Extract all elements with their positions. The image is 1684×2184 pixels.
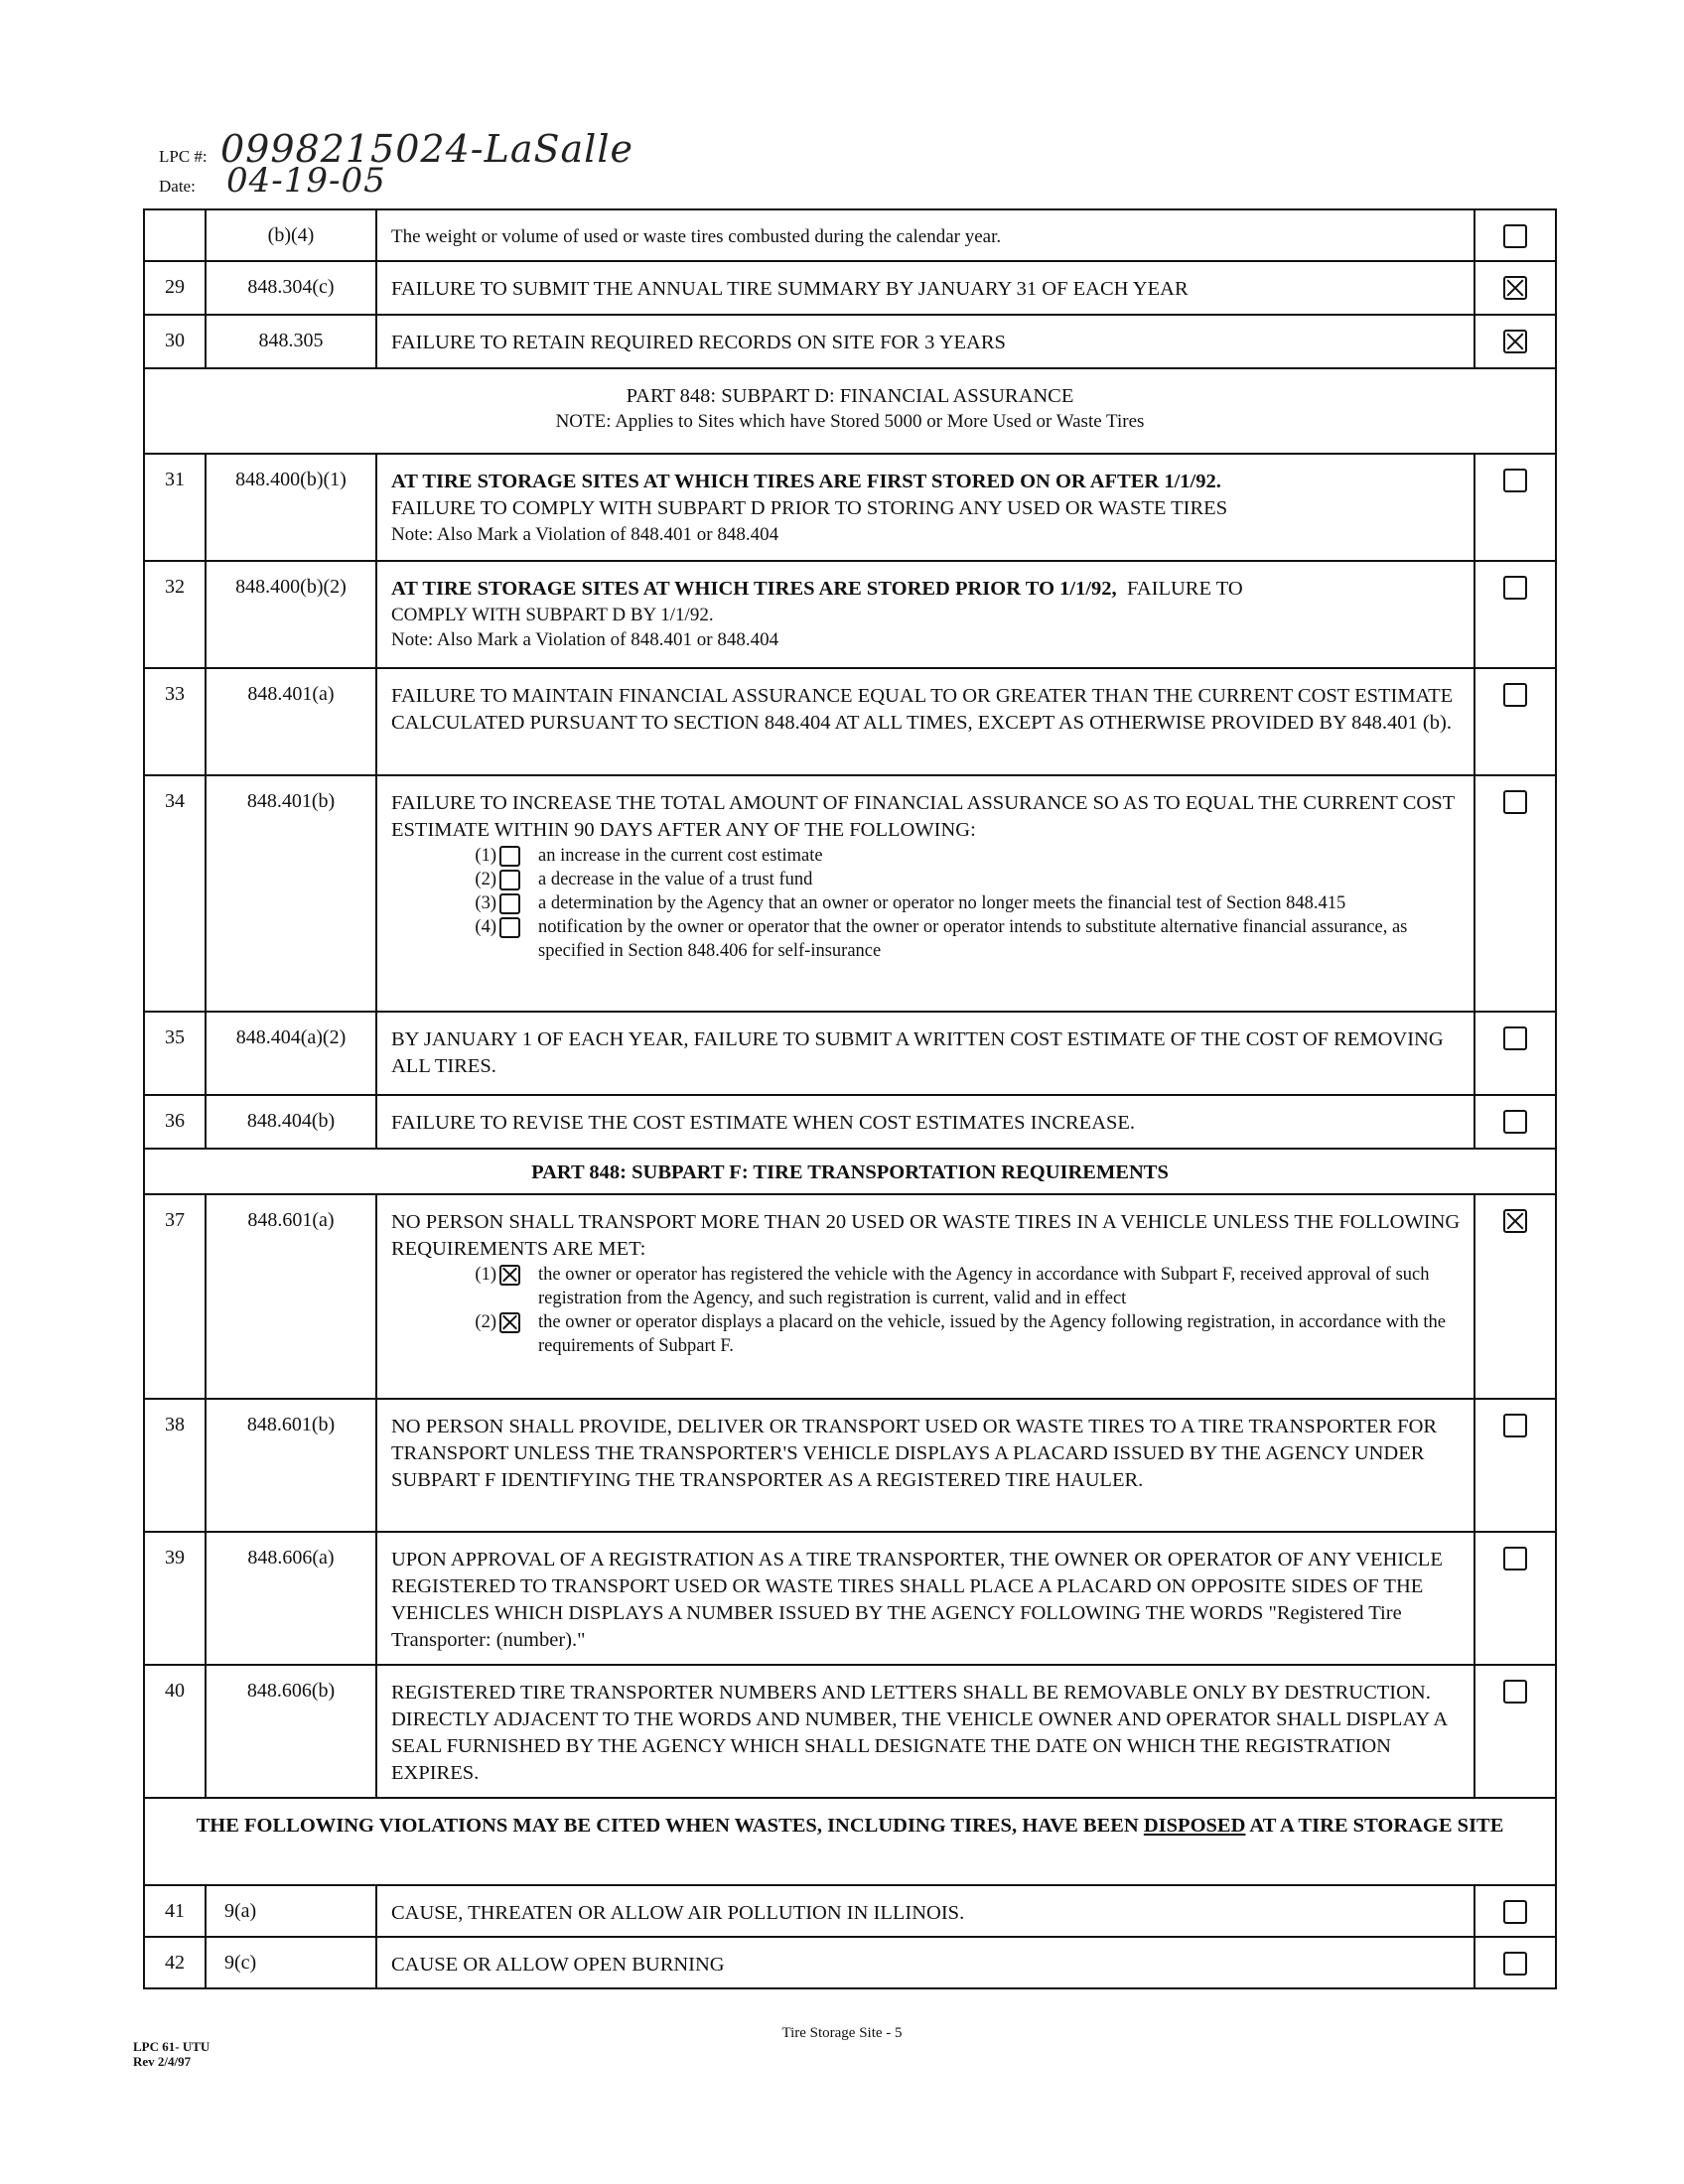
section-note: NOTE: Applies to Sites which have Stored 5000 or More Used or Waste Tires bbox=[555, 411, 1145, 432]
sub-item: (2) a decrease in the value of a trust fund bbox=[475, 870, 813, 889]
disposed-underlined: DISPOSED bbox=[1143, 1815, 1246, 1837]
row-number bbox=[145, 210, 207, 260]
row-description: NO PERSON SHALL PROVIDE, DELIVER OR TRANSPORT USED OR WASTE TIRES TO A TIRE TRANSPORTER FOR TRANSPORT UNLESS THE TRANSPORTER'S VEHICLE DISPLAYS A PLACARD ISSUED BY THE AGENCY UNDER SUBPART F IDENTIFYING THE TRANSPORTER AS A REGISTERED TIRE HAULER. bbox=[377, 1400, 1475, 1531]
lpc-number-handwritten: 0998215024-LaSalle bbox=[220, 127, 633, 171]
row-section: (b)(4) bbox=[207, 210, 377, 260]
section-title: PART 848: SUBPART F: TIRE TRANSPORTATION REQUIREMENTS bbox=[531, 1161, 1169, 1183]
sub-item-list bbox=[457, 844, 1462, 963]
sub-item-list bbox=[457, 1263, 1462, 1358]
row-number: 31 bbox=[145, 455, 207, 560]
row-number: 32 bbox=[145, 562, 207, 667]
violation-checkbox[interactable] bbox=[1503, 1952, 1527, 1976]
sub-item: (3) a determination by the Agency that an owner or operator no longer meets the financial test of Section 848.415 bbox=[475, 893, 1346, 913]
row-description-bold: AT TIRE STORAGE SITES AT WHICH TIRES ARE STORED PRIOR TO 1/1/92, bbox=[391, 578, 1117, 600]
row-number: 36 bbox=[145, 1096, 207, 1148]
sub-item-checkbox[interactable] bbox=[499, 1312, 520, 1333]
table-row bbox=[143, 1398, 1557, 1531]
lpc-label: LPC #: bbox=[159, 147, 208, 166]
table-row bbox=[143, 667, 1557, 774]
row-section: 848.404(b) bbox=[207, 1096, 377, 1148]
date-handwritten: 04-19-05 bbox=[226, 161, 386, 201]
row-description bbox=[377, 776, 1475, 1011]
row-description-bold: AT TIRE STORAGE SITES AT WHICH TIRES ARE FIRST STORED ON OR AFTER 1/1/92. bbox=[391, 471, 1221, 492]
row-description: CAUSE, THREATEN OR ALLOW AIR POLLUTION IN ILLINOIS. bbox=[377, 1886, 1475, 1936]
section-header-subpart-d bbox=[143, 367, 1557, 453]
row-description-text-2: COMPLY WITH SUBPART D BY 1/1/92. bbox=[391, 605, 714, 625]
row-description bbox=[377, 455, 1475, 560]
row-number: 40 bbox=[145, 1666, 207, 1797]
row-description-text: FAILURE TO bbox=[1126, 578, 1243, 600]
violation-checkbox[interactable] bbox=[1503, 683, 1527, 707]
row-section: 848.304(c) bbox=[207, 262, 377, 314]
date-label: Date: bbox=[159, 177, 196, 196]
row-section: 9(a) bbox=[207, 1886, 377, 1936]
row-description: The weight or volume of used or waste tires combusted during the calendar year. bbox=[377, 210, 1475, 260]
violation-checkbox[interactable] bbox=[1503, 1900, 1527, 1924]
row-section: 848.404(a)(2) bbox=[207, 1013, 377, 1094]
row-number: 29 bbox=[145, 262, 207, 314]
table-row bbox=[143, 774, 1557, 1011]
row-section: 9(c) bbox=[207, 1938, 377, 1987]
sub-item-checkbox[interactable] bbox=[499, 893, 520, 914]
sub-item: (2) the owner or operator displays a placard on the vehicle, issued by the Agency following registration, in accordance with the requirements of Subpart F. bbox=[475, 1312, 1446, 1356]
row-description: UPON APPROVAL OF A REGISTRATION AS A TIRE TRANSPORTER, THE OWNER OR OPERATOR OF ANY VEHICLE REGISTERED TO TRANSPORT USED OR WASTE TIRES SHALL PLACE A PLACARD ON OPPOSITE SIDES OF THE VEHICLES WHICH DISPLAYS A NUMBER ISSUED BY THE AGENCY FOLLOWING THE WORDS "Registered Tire Transporter: (number)." bbox=[377, 1533, 1475, 1664]
row-description: FAILURE TO RETAIN REQUIRED RECORDS ON SITE FOR 3 YEARS bbox=[377, 316, 1475, 367]
table-row bbox=[143, 453, 1557, 560]
violation-checkbox[interactable] bbox=[1503, 1110, 1527, 1134]
row-number: 33 bbox=[145, 669, 207, 774]
section-header-disposed: THE FOLLOWING VIOLATIONS MAY BE CITED WHEN WASTES, INCLUDING TIRES, HAVE BEEN DISPOSED AT A TIRE STORAGE SITE bbox=[143, 1797, 1557, 1884]
row-section: 848.606(b) bbox=[207, 1666, 377, 1797]
page-label: Tire Storage Site - 5 bbox=[781, 2025, 903, 2041]
table-row bbox=[143, 208, 1557, 260]
violation-checkbox[interactable] bbox=[1503, 224, 1527, 248]
violation-checkbox[interactable] bbox=[1503, 1026, 1527, 1050]
table-row bbox=[143, 560, 1557, 667]
row-number: 30 bbox=[145, 316, 207, 367]
violation-checkbox[interactable] bbox=[1503, 1414, 1527, 1437]
table-row bbox=[143, 1011, 1557, 1094]
row-section: 848.401(a) bbox=[207, 669, 377, 774]
table-row bbox=[143, 260, 1557, 314]
violation-checkbox[interactable] bbox=[1503, 576, 1527, 600]
table-row bbox=[143, 1664, 1557, 1797]
row-description-text: FAILURE TO COMPLY WITH SUBPART D PRIOR TO STORING ANY USED OR WASTE TIRES bbox=[391, 497, 1228, 519]
table-row bbox=[143, 314, 1557, 367]
form-header bbox=[159, 127, 633, 201]
row-note: Note: Also Mark a Violation of 848.401 or 848.404 bbox=[391, 629, 779, 650]
row-number: 34 bbox=[145, 776, 207, 1011]
row-section: 848.400(b)(1) bbox=[207, 455, 377, 560]
row-section: 848.601(a) bbox=[207, 1195, 377, 1398]
section-title: PART 848: SUBPART D: FINANCIAL ASSURANCE bbox=[626, 385, 1074, 407]
section-header-subpart-f bbox=[143, 1148, 1557, 1193]
sub-item-checkbox[interactable] bbox=[499, 846, 520, 867]
row-number: 38 bbox=[145, 1400, 207, 1531]
row-number: 39 bbox=[145, 1533, 207, 1664]
violation-checkbox[interactable] bbox=[1503, 1547, 1527, 1570]
sub-item-checkbox[interactable] bbox=[499, 1265, 520, 1286]
row-section: 848.400(b)(2) bbox=[207, 562, 377, 667]
row-number: 42 bbox=[145, 1938, 207, 1987]
row-description bbox=[377, 1195, 1475, 1398]
row-description: CAUSE OR ALLOW OPEN BURNING bbox=[377, 1938, 1475, 1987]
table-row bbox=[143, 1193, 1557, 1398]
table-row bbox=[143, 1531, 1557, 1664]
sub-item-checkbox[interactable] bbox=[499, 917, 520, 938]
violation-checkbox[interactable] bbox=[1503, 330, 1527, 353]
violation-checkbox[interactable] bbox=[1503, 790, 1527, 814]
table-row bbox=[143, 1884, 1557, 1936]
row-section: 848.305 bbox=[207, 316, 377, 367]
row-section: 848.401(b) bbox=[207, 776, 377, 1011]
row-description-text: FAILURE TO INCREASE THE TOTAL AMOUNT OF FINANCIAL ASSURANCE SO AS TO EQUAL THE CURRENT COST ESTIMATE WITHIN 90 DAYS AFTER ANY OF THE FOLLOWING: bbox=[391, 792, 1455, 841]
sub-item: (4) notification by the owner or operator that the owner or operator intends to substitute alternative financial assurance, as specified in Section 848.406 for self-insurance bbox=[475, 917, 1408, 961]
row-number: 37 bbox=[145, 1195, 207, 1398]
form-id: LPC 61- UTU Rev 2/4/97 bbox=[133, 2039, 210, 2069]
row-note: Note: Also Mark a Violation of 848.401 or 848.404 bbox=[391, 524, 779, 545]
row-description-text: NO PERSON SHALL TRANSPORT MORE THAN 20 USED OR WASTE TIRES IN A VEHICLE UNLESS THE FOLLOWING REQUIREMENTS ARE MET: bbox=[391, 1211, 1461, 1260]
table-row bbox=[143, 1094, 1557, 1148]
violation-checkbox[interactable] bbox=[1503, 469, 1527, 492]
row-number: 35 bbox=[145, 1013, 207, 1094]
sub-item-checkbox[interactable] bbox=[499, 870, 520, 890]
violation-table bbox=[143, 208, 1557, 1989]
violation-checkbox[interactable] bbox=[1503, 1680, 1527, 1704]
violation-checkbox[interactable] bbox=[1503, 1209, 1527, 1233]
row-description: FAILURE TO MAINTAIN FINANCIAL ASSURANCE EQUAL TO OR GREATER THAN THE CURRENT COST ESTIMATE CALCULATED PURSUANT TO SECTION 848.404 AT ALL TIMES, EXCEPT AS OTHERWISE PROVIDED BY 848.401 (b). bbox=[377, 669, 1475, 774]
row-section: 848.601(b) bbox=[207, 1400, 377, 1531]
row-section: 848.606(a) bbox=[207, 1533, 377, 1664]
row-description: FAILURE TO SUBMIT THE ANNUAL TIRE SUMMARY BY JANUARY 31 OF EACH YEAR bbox=[377, 262, 1475, 314]
row-description: REGISTERED TIRE TRANSPORTER NUMBERS AND LETTERS SHALL BE REMOVABLE ONLY BY DESTRUCTION. DIRECTLY ADJACENT TO THE WORDS AND NUMBER, THE VEHICLE OWNER AND OPERATOR SHALL DISPLAY A SEAL FURNISHED BY THE AGENCY WHICH SHALL DESIGNATE THE DATE ON WHICH THE REGISTRATION EXPIRES. bbox=[377, 1666, 1475, 1797]
table-row bbox=[143, 1936, 1557, 1989]
row-description: FAILURE TO REVISE THE COST ESTIMATE WHEN COST ESTIMATES INCREASE. bbox=[377, 1096, 1475, 1148]
row-number: 41 bbox=[145, 1886, 207, 1936]
row-description bbox=[377, 562, 1475, 667]
sub-item: (1) an increase in the current cost estimate bbox=[475, 846, 823, 866]
row-description: BY JANUARY 1 OF EACH YEAR, FAILURE TO SUBMIT A WRITTEN COST ESTIMATE OF THE COST OF REMOVING ALL TIRES. bbox=[377, 1013, 1475, 1094]
sub-item: (1) the owner or operator has registered the vehicle with the Agency in accordance with Subpart F, received approval of such registration from the Agency, and such registration is current, valid and in effect bbox=[475, 1265, 1430, 1308]
violation-checkbox[interactable] bbox=[1503, 276, 1527, 300]
